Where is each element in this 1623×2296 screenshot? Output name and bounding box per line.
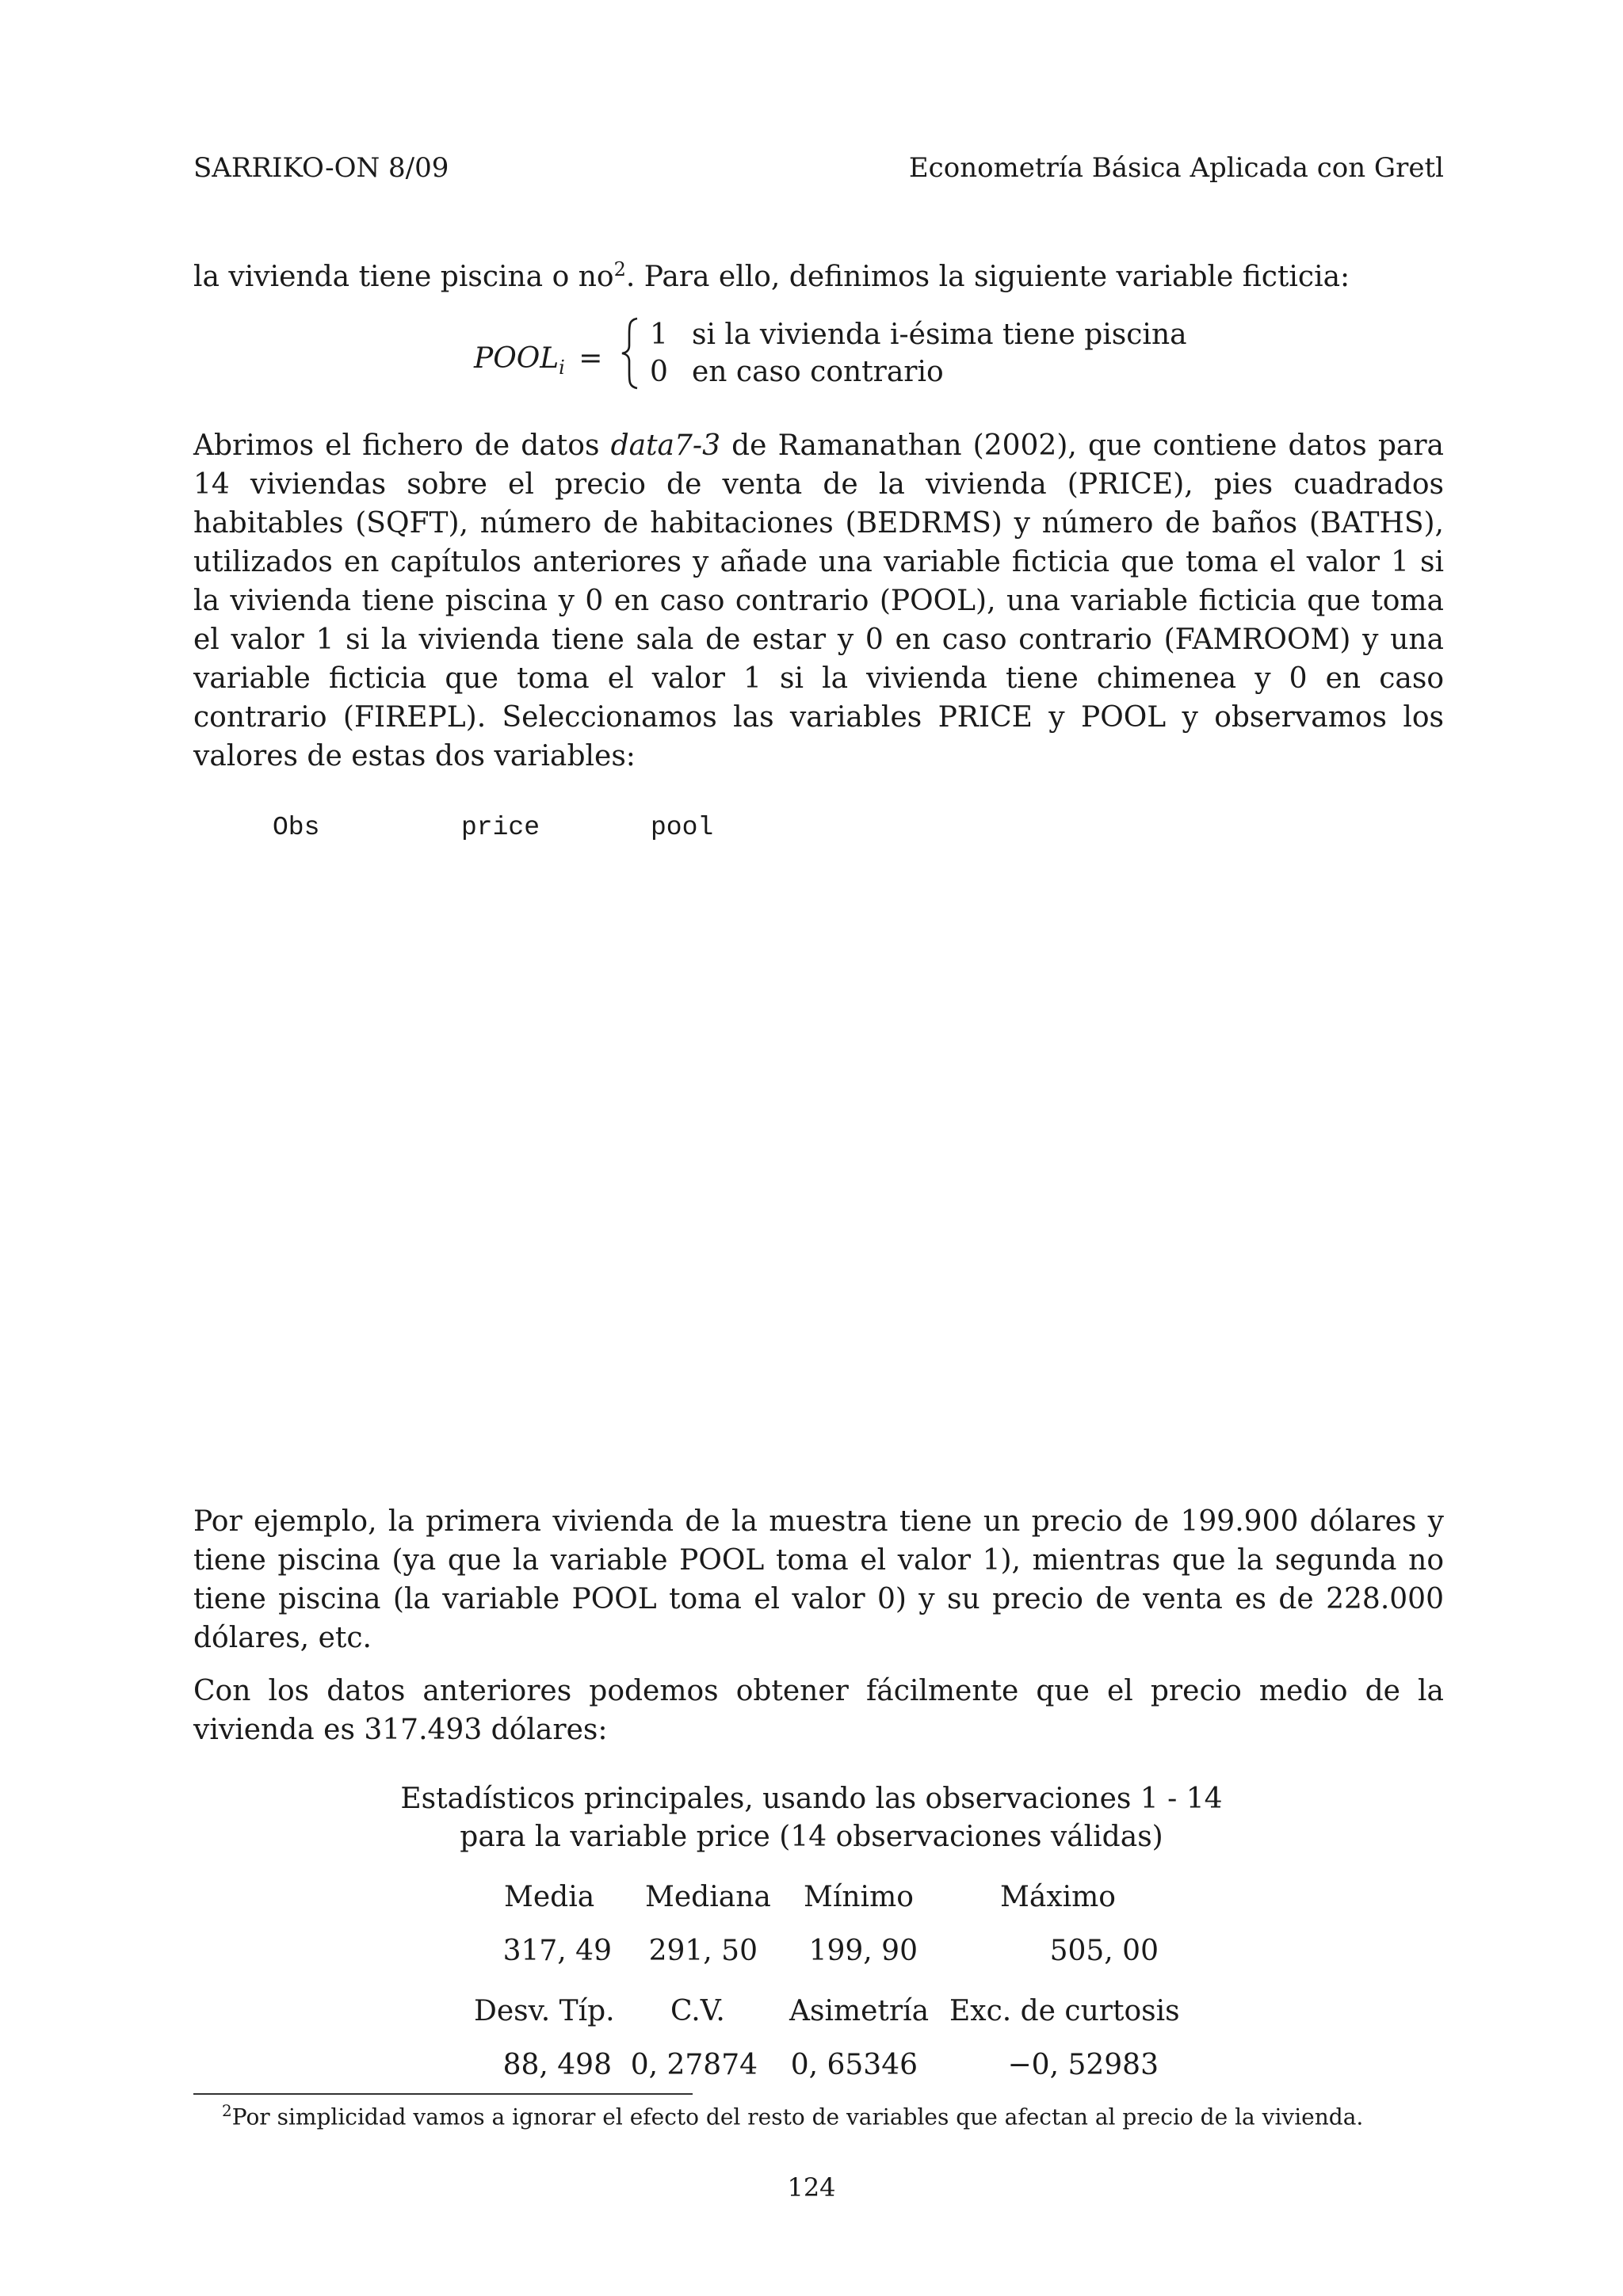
paragraph-data-description bbox=[193, 426, 1444, 776]
stats-value-max: 505, 00 bbox=[1049, 1935, 1159, 1967]
case-value-2: 0 bbox=[650, 356, 668, 388]
footnote-divider bbox=[193, 2093, 693, 2095]
stats-value-median: 291, 50 bbox=[648, 1935, 758, 1967]
case-condition-2: en caso contrario bbox=[692, 356, 944, 388]
footnote-reference: 2 bbox=[613, 258, 626, 280]
stats-label-median: Mediana bbox=[645, 1881, 771, 1913]
stats-value-min: 199, 90 bbox=[808, 1935, 918, 1967]
equation-lhs bbox=[474, 342, 602, 379]
stats-label-min: Mínimo bbox=[804, 1881, 914, 1913]
stats-value-stddev: 88, 498 bbox=[502, 2049, 612, 2081]
intro-text: la vivienda tiene piscina o no bbox=[193, 261, 614, 293]
stats-value-mean: 317, 49 bbox=[502, 1935, 612, 1967]
paragraph-mean-price: Con los datos anteriores podemos obtener fácilmente que el precio medio de la vivienda es 317.493 dólares: bbox=[193, 1675, 1444, 1746]
case-condition-1: si la vivienda i-ésima tiene piscina bbox=[692, 318, 1187, 351]
stats-label-skewness: Asimetría bbox=[789, 1995, 930, 2027]
case-value-1: 1 bbox=[650, 318, 668, 351]
stats-value-skewness: 0, 65346 bbox=[790, 2049, 918, 2081]
intro-line bbox=[193, 250, 1444, 296]
table-header-obs: Obs bbox=[273, 813, 320, 842]
paragraph-example: Por ejemplo, la primera vivienda de la muestra tiene un precio de 199.900 dólares y tiene piscina (ya que la variable POOL toma el valor 1), mientras que la segunda no tiene piscina (la variable POOL toma el valor 0) y su precio de venta es de 228.000 dólares, etc. bbox=[193, 1505, 1444, 1654]
stats-value-kurtosis: −0, 52983 bbox=[1007, 2049, 1159, 2081]
page-number: 124 bbox=[787, 2172, 836, 2203]
running-header-left: SARRIKO-ON 8/09 bbox=[193, 152, 449, 184]
stats-title-line2: para la variable price (14 observaciones válidas) bbox=[460, 1821, 1163, 1853]
equation-equals: = bbox=[579, 342, 603, 375]
intro-text-after: . Para ello, definimos la siguiente variable ficticia: bbox=[625, 261, 1350, 293]
stats-label-mean: Media bbox=[504, 1881, 595, 1913]
footnote-mark: 2 bbox=[222, 2101, 232, 2120]
equation-variable: POOL bbox=[474, 342, 559, 375]
stats-label-kurtosis: Exc. de curtosis bbox=[949, 1995, 1180, 2027]
stats-title-line1: Estadísticos principales, usando las observaciones 1 - 14 bbox=[400, 1783, 1223, 1815]
stats-label-stddev: Desv. Típ. bbox=[474, 1995, 615, 2027]
paragraph1-before: Abrimos el fichero de datos bbox=[193, 429, 611, 462]
table-header-price: price bbox=[461, 813, 540, 842]
table-header-pool: pool bbox=[651, 813, 714, 842]
dataset-name: data7-3 bbox=[610, 429, 720, 462]
footnote bbox=[222, 2101, 1363, 2130]
stats-value-cv: 0, 27874 bbox=[630, 2049, 758, 2081]
equation-subscript: i bbox=[559, 357, 565, 379]
footnote-text: Por simplicidad vamos a ignorar el efecto del resto de variables que afectan al precio de la vivienda. bbox=[231, 2103, 1364, 2130]
stats-label-max: Máximo bbox=[1000, 1881, 1116, 1913]
paragraph1-after: de Ramanathan (2002), que contiene datos para 14 viviendas sobre el precio de venta de la vivienda (PRICE), pies cuadrados habitables (SQFT), número de habitaciones (BEDRMS) y número de baños (BATHS), utilizados en capítulos anteriores y añade una variable ficticia que toma el valor 1 si la vivienda tiene piscina y 0 en caso contrario (POOL), una variable ficticia que toma el valor 1 si la vivienda tiene sala de estar y 0 en caso contrario (FAMROOM) y una variable ficticia que toma el valor 1 si la vivienda tiene chimenea y 0 en caso contrario (FIREPL). Seleccionamos las variables PRICE y POOL y observamos los valores de estas dos variables: bbox=[193, 429, 1444, 772]
running-header-right: Econometría Básica Aplicada con Gretl bbox=[908, 152, 1444, 184]
left-brace-icon bbox=[620, 317, 640, 390]
stats-label-cv: C.V. bbox=[670, 1995, 725, 2027]
